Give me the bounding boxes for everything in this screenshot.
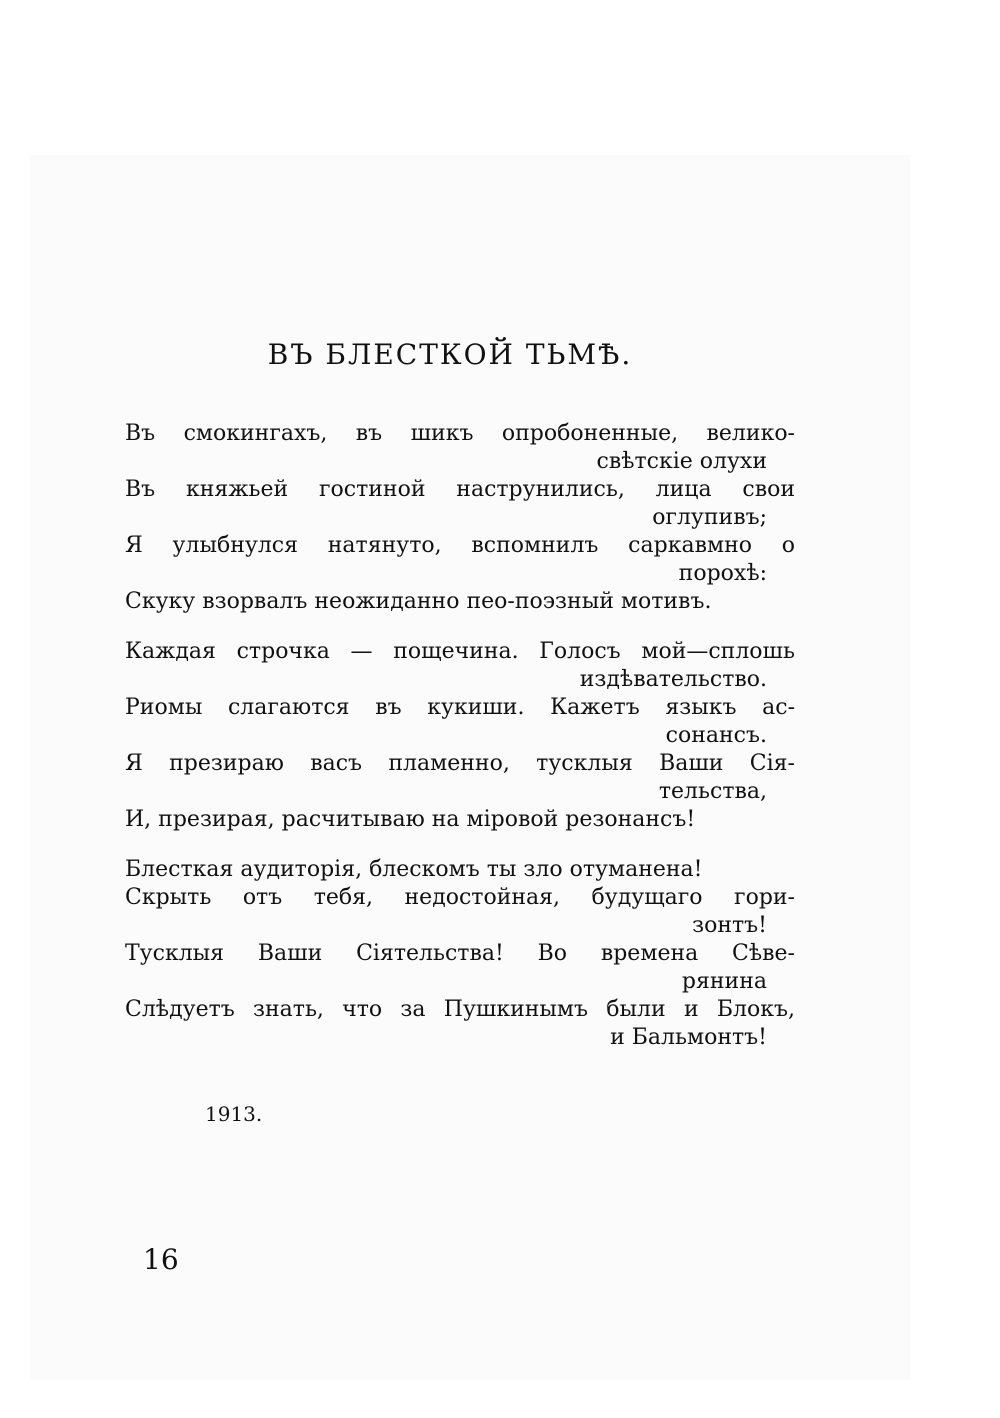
page-number: 16 xyxy=(143,1243,179,1276)
verse-line: Скрыть отъ тебя, недостойная, будущаго гори- xyxy=(125,885,795,910)
verse-line-continuation: сонансъ. xyxy=(665,723,767,748)
verse-line: Въ княжьей гостиной наструнились, лица свои xyxy=(125,477,795,502)
poem-body xyxy=(125,420,795,1074)
verse-line: Скуку взорвалъ неожиданно пео-поэзный мотивъ. xyxy=(125,589,712,614)
verse-line: И, презирая, расчитываю на міровой резонансъ! xyxy=(125,807,696,832)
verse-line-continuation: оглупивъ; xyxy=(652,505,767,530)
stanza xyxy=(125,638,795,834)
verse-line-continuation: издѣвательство. xyxy=(579,667,767,692)
poem-title: ВЪ БЛЕСТКОЙ ТЬМѢ. xyxy=(267,338,633,371)
poem-date: 1913. xyxy=(205,1102,263,1126)
verse-line: Тусклыя Ваши Сіятельства! Во времена Сѣве- xyxy=(125,941,795,966)
verse-line-continuation: и Бальмонтъ! xyxy=(610,1025,767,1050)
verse-line: Слѣдуетъ знать, что за Пушкинымъ были и Блокъ, xyxy=(125,997,795,1022)
verse-line-continuation: рянина xyxy=(681,969,767,994)
verse-line: Въ смокингахъ, въ шикъ опробоненные, велико- xyxy=(125,421,795,446)
verse-line: Каждая строчка — пощечина. Голосъ мой—сплошь xyxy=(125,639,795,664)
verse-line-continuation: порохѣ: xyxy=(678,561,767,586)
verse-line: Риомы слагаются въ кукиши. Кажетъ языкъ ас- xyxy=(125,695,795,720)
stanza xyxy=(125,420,795,616)
verse-line: Я улыбнулся натянуто, вспомнилъ саркавмно о xyxy=(125,533,795,558)
verse-line: Я презираю васъ пламенно, тусклыя Ваши Сія- xyxy=(125,751,795,776)
verse-line-continuation: свѣтскіе олухи xyxy=(596,449,767,474)
stanza xyxy=(125,856,795,1052)
verse-line: Блесткая аудиторія, блескомъ ты зло отуманена! xyxy=(125,857,703,882)
verse-line-continuation: тельства, xyxy=(658,779,767,804)
verse-line-continuation: зонтъ! xyxy=(692,913,767,938)
